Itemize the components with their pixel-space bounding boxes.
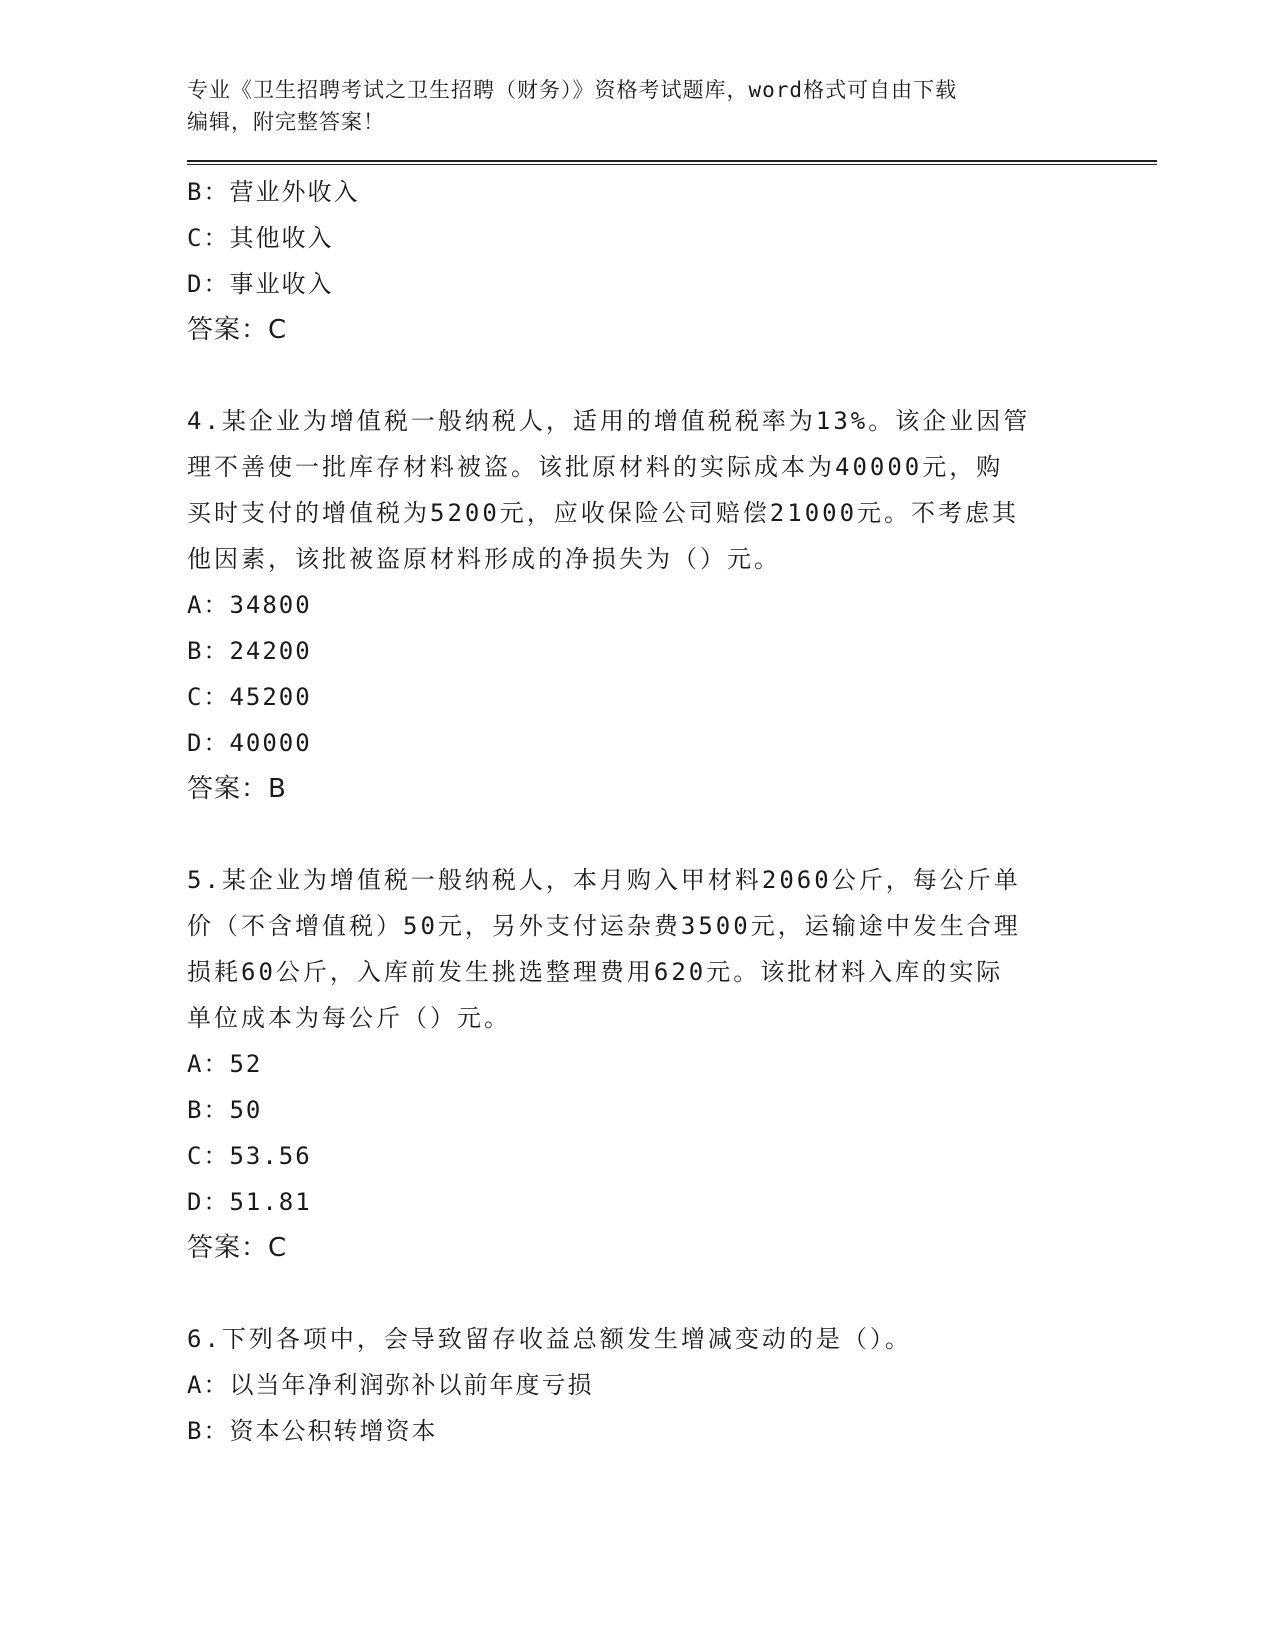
option-d: D：事业收入 — [187, 270, 334, 298]
stem-line: 他因素，该批被盗原材料形成的净损失为（）元。 — [187, 545, 781, 573]
option-b: B：24200 — [187, 637, 312, 665]
option-b: B：营业外收入 — [187, 178, 360, 206]
option-b: B：资本公积转增资本 — [187, 1417, 438, 1445]
question-block — [187, 1316, 1157, 1454]
stem-line: 单位成本为每公斤（）元。 — [187, 1004, 511, 1032]
option-b: B：50 — [187, 1096, 263, 1124]
option-c: C：45200 — [187, 683, 312, 711]
stem-line: 6.下列各项中，会导致留存收益总额发生增减变动的是（）。 — [187, 1325, 912, 1353]
option-d: D：51.81 — [187, 1188, 312, 1216]
stem-line: 损耗60公斤，入库前发生挑选整理费用620元。该批材料入库的实际 — [187, 958, 1004, 986]
answer-line: 答案：B — [187, 774, 287, 804]
question-stem — [187, 857, 1087, 1041]
option-a: A：以当年净利润弥补以前年度亏损 — [187, 1371, 594, 1399]
option-a: A：52 — [187, 1050, 263, 1078]
stem-line: 买时支付的增值税为5200元，应收保险公司赔偿21000元。不考虑其 — [187, 499, 1020, 527]
header-line: 专业《卫生招聘考试之卫生招聘（财务）》资格考试题库，word格式可自由下载 — [187, 78, 958, 102]
answer-line: 答案：C — [187, 1233, 288, 1263]
stem-line: 5.某企业为增值税一般纳税人，本月购入甲材料2060公斤，每公斤单 — [187, 866, 1021, 894]
question-stem — [187, 398, 1087, 582]
header-divider — [187, 160, 1157, 165]
document-page — [187, 74, 1157, 1454]
question-block — [187, 169, 1157, 353]
option-a: A：34800 — [187, 591, 312, 619]
document-header — [187, 74, 1067, 138]
stem-line: 4.某企业为增值税一般纳税人，适用的增值税税率为13%。该企业因管 — [187, 407, 1031, 435]
stem-line: 理不善使一批库存材料被盗。该批原材料的实际成本为40000元，购 — [187, 453, 1004, 481]
stem-line: 价（不含增值税）50元，另外支付运杂费3500元，运输途中发生合理 — [187, 912, 1021, 940]
question-block — [187, 857, 1157, 1271]
question-stem — [187, 1316, 1087, 1362]
header-line: 编辑，附完整答案！ — [187, 110, 385, 134]
option-c: C：53.56 — [187, 1142, 312, 1170]
option-c: C：其他收入 — [187, 224, 334, 252]
question-list — [187, 169, 1157, 1454]
question-block — [187, 398, 1157, 812]
answer-line: 答案：C — [187, 315, 288, 345]
option-d: D：40000 — [187, 729, 312, 757]
